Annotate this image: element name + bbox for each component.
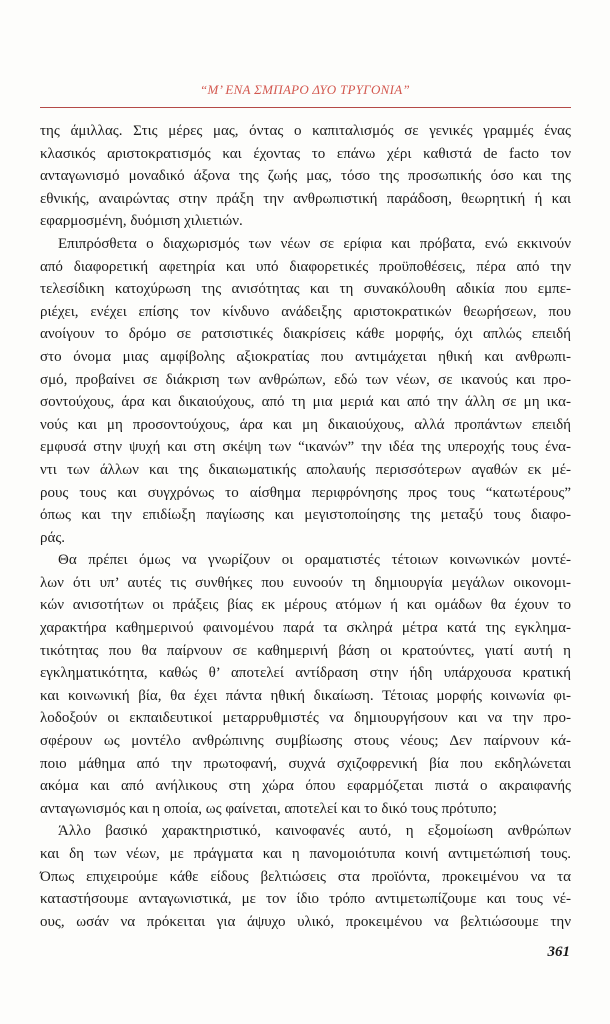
text-line: ανταγωνισμός και η οποία, ως φαίνεται, αποτελεί και το δικό τους πρότυπο;: [40, 800, 497, 817]
text-line: σφέρουν ως μοντέλο ανθρώπινης συμβίωσης στους νέους; Δεν παίρνουν κά-: [40, 733, 571, 750]
text-line: Όπως επιχειρούμε κάθε είδους βελτιώσεις στα προϊόντα, προκειμένου να τα: [40, 868, 571, 885]
text-line: ριέχει, ενέχει επίσης τον κίνδυνο ανάδειξης αριστοκρατικών θεωρήσεων, που: [40, 303, 571, 320]
text-line: εμφυσά στην ψυχή και στη σκέψη των “ικανών” την ιδέα της υπεροχής τους ένα-: [40, 439, 571, 456]
text-line: εθνικής, αναιρώντας στην πράξη την ανθρωπιστική παράδοση, θεωρητική ή και: [40, 190, 571, 207]
text-line: ανοίγουν το δρόμο σε ρατσιστικές διακρίσεις κάθε μορφής, όχι απλώς επειδή: [40, 326, 571, 343]
text-line: ράς.: [40, 529, 66, 546]
text-line: λων ότι υπ’ αυτές τις συνθήκες που ευνοούν τη δημιουργία μεγάλων οικονομι-: [40, 574, 571, 591]
page-number: 361: [547, 944, 570, 960]
text-line: σμό, προβαίνει σε διάκριση των ανθρώπων, εδώ των νέων, σε ικανούς και προ-: [40, 371, 571, 388]
text-line: στο όνομα μιας αμφίβολης αξιοκρατίας που αντιμάχεται ηθική και ανθρωπι-: [40, 348, 571, 365]
text-line: ρους τους και συγχρόνως το αίσθημα περιφρόνησης προς τους “κατωτέρους”: [40, 484, 571, 501]
text-line: ους, ωσάν να πρόκειται για άψυχο υλικό, προκειμένου να βελτιώσουμε την: [40, 913, 571, 930]
text-line: χαρακτήρα καθημερινού φαινομένου παρά τα σκληρά μέτρα κατά της εγκλημα-: [40, 620, 571, 637]
text-line: από διαφορετική αφετηρία και υπό διαφορετικές προϋποθέσεις, πέρα από την: [40, 258, 571, 275]
text-line: ανταγωνισμό μοναδικό άξονα της ζωής μας, τόσο της προσωπικής όσο και της: [40, 168, 571, 185]
header-rule: [40, 107, 571, 108]
text-line: καταστήσουμε ανταγωνιστικά, με τον ίδιο τρόπο αντιμετωπίζουμε και τους νέ-: [40, 891, 571, 908]
text-line: όπως και την επιδίωξη παγίωσης και μεγιστοποίησης της μεταξύ τους διαφο-: [40, 507, 571, 524]
text-line: σοντούχους, άρα και δικαιούχους, από τη μια μεριά και από την άλλη σε μη ικα-: [40, 394, 571, 411]
running-head: “Μ’ ΕΝΑ ΣΜΠΑΡΟ ΔΥΟ ΤΡΥΓΟΝΙΑ”: [199, 82, 411, 97]
text-line: Άλλο βασικό χαρακτηριστικό, καινοφανές αυτό, η εξομοίωση ανθρώπων: [58, 823, 571, 840]
text-line: ποιο μάθημα από την πρωτοφανή, συχνά σχιζοφρενική βία που εκδηλώνεται: [40, 755, 571, 772]
text-line: κλασικός αριστοκρατισμός και έχοντας το επάνω χέρι καθιστά de facto τον: [40, 145, 571, 162]
text-line: νούς και μη προσοντούχους, άρα και μη δικαιούχους, αλλά προπάντων επειδή: [40, 416, 571, 433]
text-line: κών ανισοτήτων οι πράξεις βίας εκ μέρους ατόμων ή και ομάδων θα έχουν το: [40, 597, 571, 614]
text-line: τικότητας που θα παίρνουν σε καθημερινή βάση οι κρατούντες, γιατί αυτή η: [40, 642, 571, 659]
text-line: Θα πρέπει όμως να γνωρίζουν οι οραματιστές τέτοιων κοινωνικών μοντέ-: [58, 552, 571, 569]
text-line: της άμιλλας. Στις μέρες μας, όντας ο καπιταλισμός σε γενικές γραμμές ένας: [40, 123, 571, 139]
text-line: εφαρμοσμένη, δυόμιση χιλιετιών.: [40, 213, 243, 230]
text-line: εγκληματικότητα, καθώς θ’ αποτελεί αντίδραση στην ήδη υπάρχουσα κρατική: [40, 665, 571, 682]
text-line: ακόμα και από ανήλικους στη χώρα όπου εφαρμόζεται πιστά ο ακραιφανής: [40, 778, 571, 795]
text-line: Επιπρόσθετα ο διαχωρισμός των νέων σε ερίφια και πρόβατα, ενώ εκκινούν: [58, 235, 571, 252]
text-line: και δη των νέων, με πράγματα και η πανομοιότυπα κοινή αντιμετώπισή τους.: [40, 846, 571, 862]
text-line: και κοινωνική βία, θα έχει πάντα ηθική δικαίωση. Τέτοιας μορφής κοινωνία φι-: [40, 687, 571, 704]
text-line: ντι των άλλων και της δικαιωματικής απολαυής περισσότερων αγαθών εκ μέ-: [40, 461, 571, 478]
body-text: [40, 120, 571, 933]
text-line: λοδοξούν οι εκπαιδευτικοί μεταρρυθμιστές να δημιουργήσουν και να την προ-: [40, 710, 571, 727]
text-line: τελεσίδικη κατοχύρωση της ανισότητας και τη συνακόλουθη αδικία που εμπε-: [40, 281, 571, 298]
